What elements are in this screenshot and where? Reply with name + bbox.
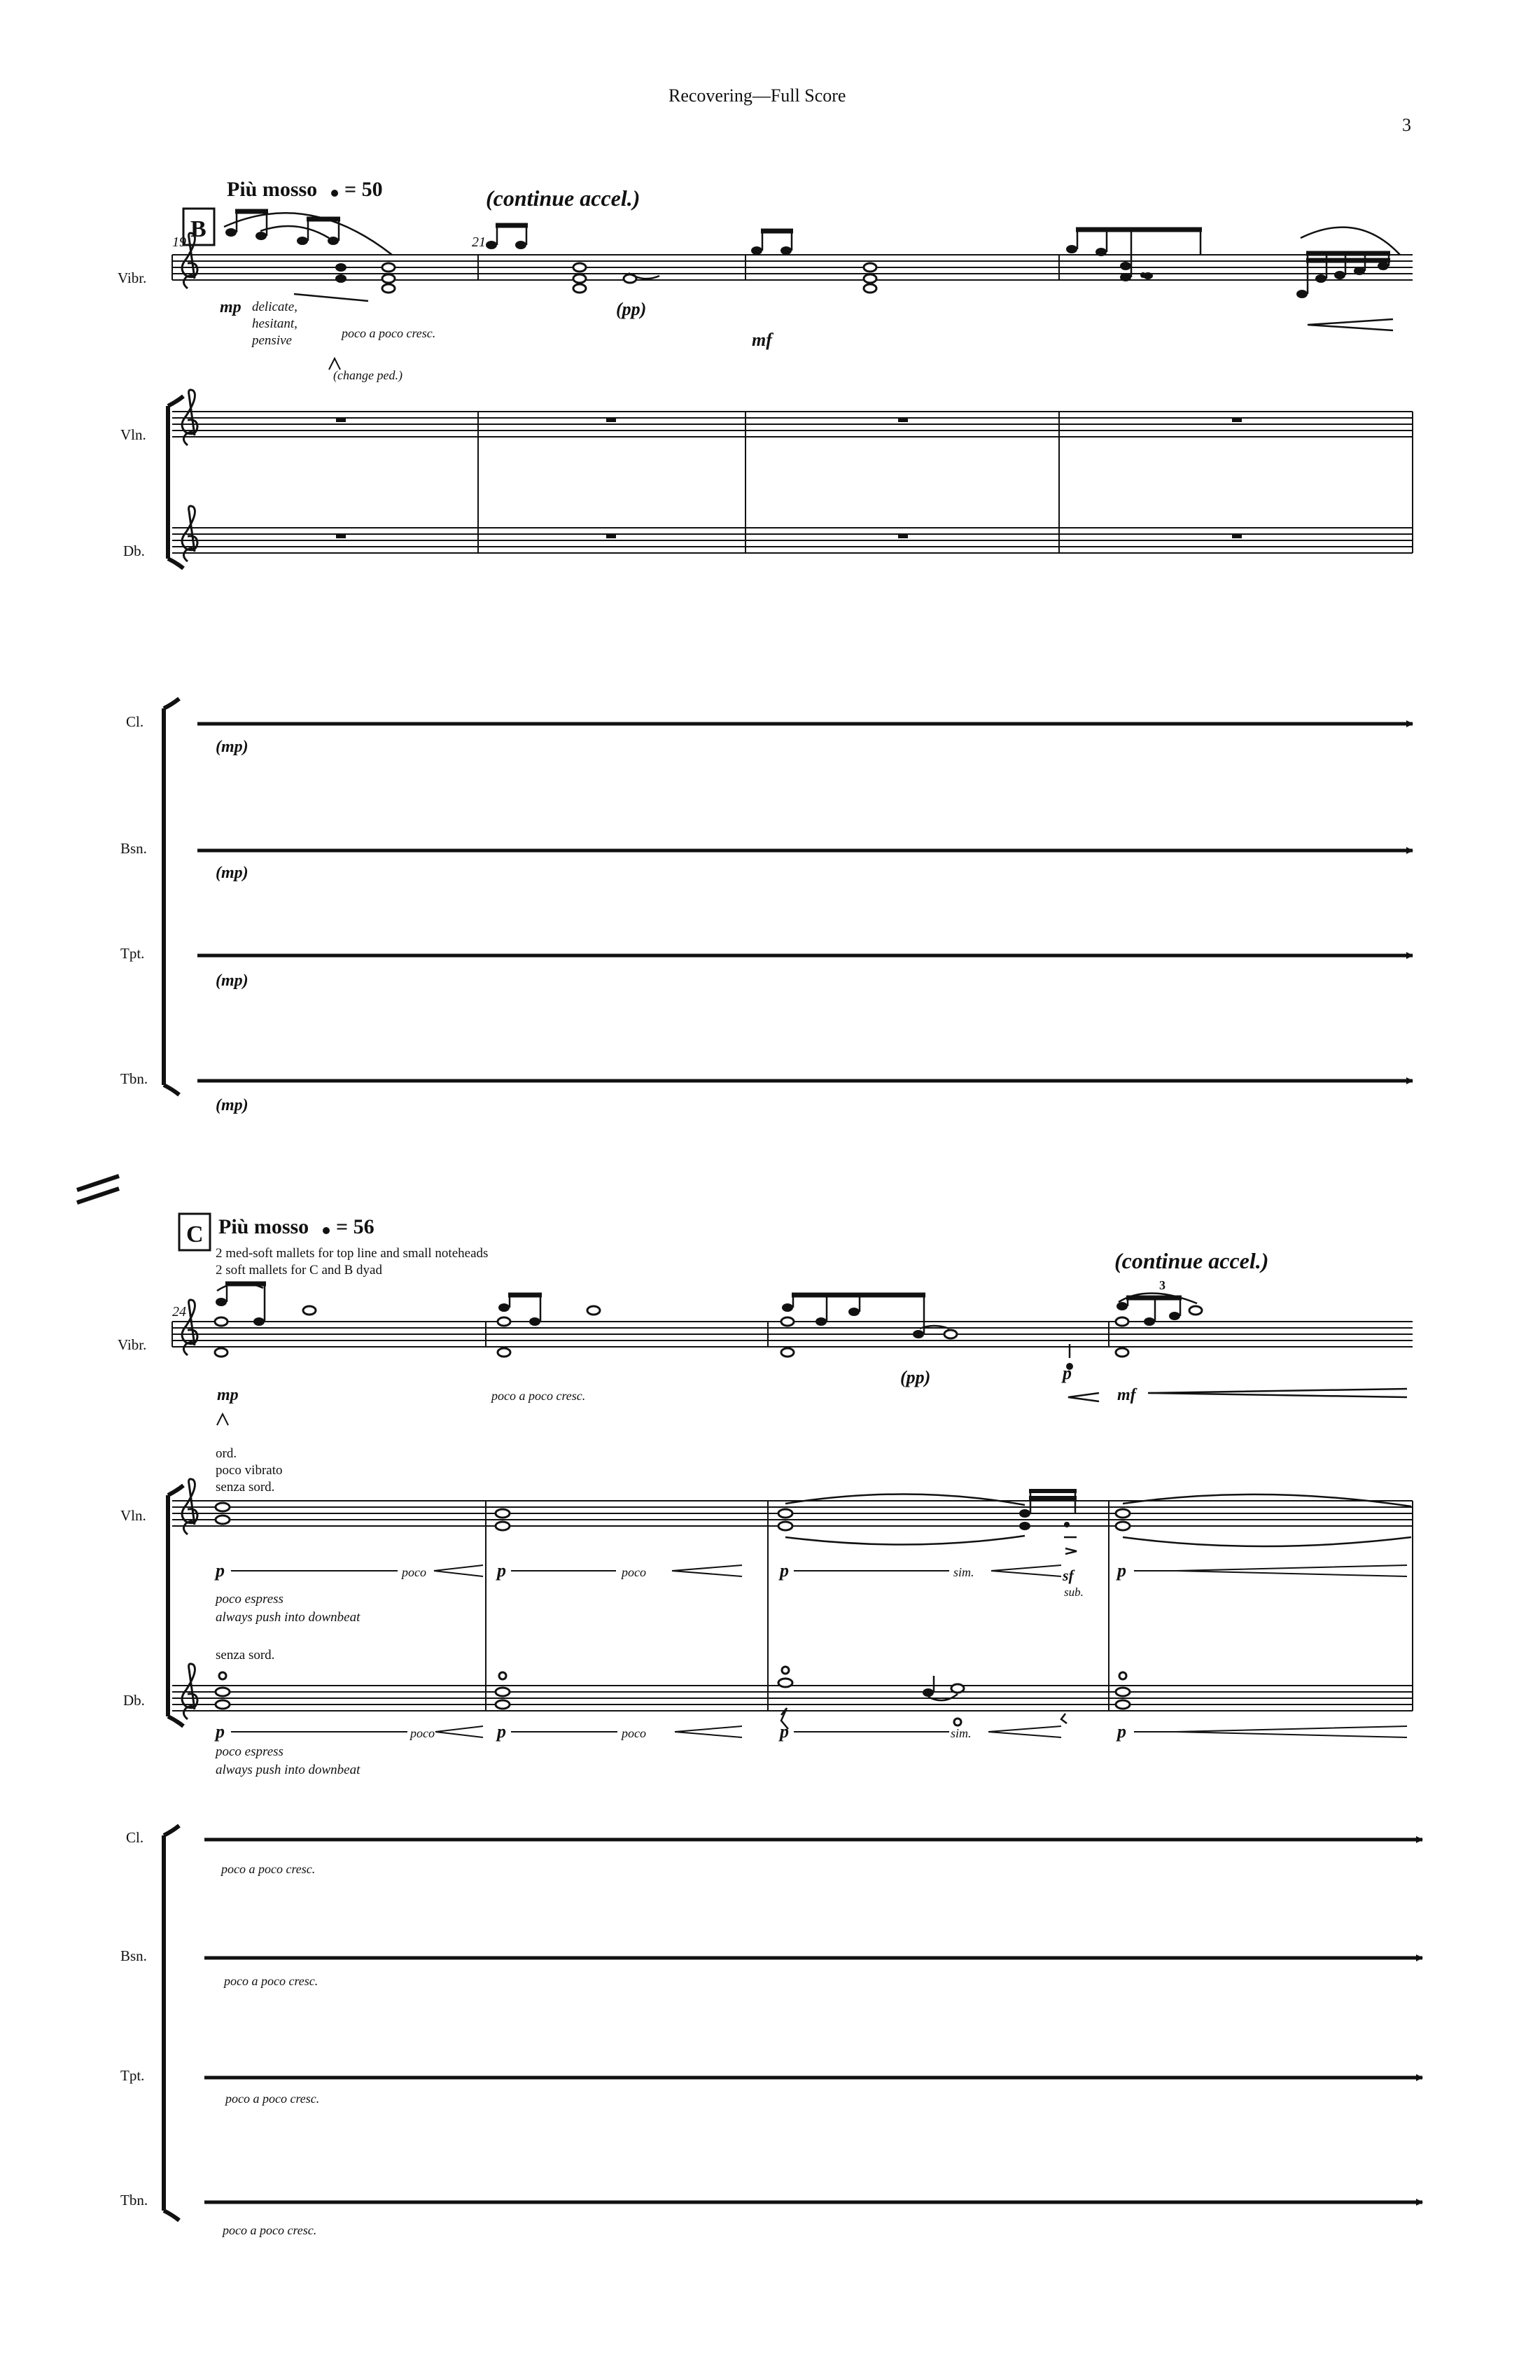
dynamic-mf: mf	[1117, 1386, 1136, 1404]
vibr-staff-b	[172, 255, 1413, 280]
vln-staff-b	[172, 412, 1413, 437]
instrument-label-tpt: Tpt.	[120, 945, 145, 962]
mallet-instruction: 2 soft mallets for C and B dyad	[216, 1263, 382, 1278]
instrument-label-tbn: Tbn.	[120, 2192, 148, 2208]
measure-number: 21	[472, 234, 486, 250]
dotted-half-note-icon	[323, 1227, 330, 1234]
score-title: Recovering—Full Score	[668, 85, 846, 106]
expression-text: delicate,	[252, 300, 298, 314]
tuplet-number: 3	[1159, 1278, 1166, 1292]
vibr-notes-b	[224, 210, 1400, 370]
instrument-label-tbn: Tbn.	[120, 1070, 148, 1087]
instrument-label-cl: Cl.	[126, 1829, 144, 1846]
instrument-label-vibr: Vibr.	[118, 1336, 147, 1353]
instrument-label-cl: Cl.	[126, 713, 144, 730]
whole-rest	[1232, 418, 1242, 422]
wind-dynamic: (mp)	[216, 972, 248, 990]
wind-bracket-c	[164, 1826, 179, 2220]
poco-text: poco	[622, 1565, 646, 1579]
wind-cresc-text: poco a poco cresc.	[224, 1974, 318, 1988]
wind-dynamic: (mp)	[216, 738, 248, 756]
dotted-half-note-icon	[331, 190, 338, 197]
rehearsal-mark-c: C	[186, 1222, 204, 1247]
wind-cresc-text: poco a poco cresc.	[223, 2223, 317, 2237]
tempo-value-c: = 56	[336, 1215, 374, 1238]
dynamic-p: p	[497, 1560, 506, 1581]
instrument-label-vln: Vln.	[120, 1507, 146, 1524]
dynamic-p: p	[216, 1721, 225, 1742]
dynamic-mp: mp	[217, 1386, 239, 1404]
continue-accel-b: (continue accel.)	[486, 186, 640, 211]
poco-text: poco	[622, 1726, 646, 1740]
whole-rest	[898, 534, 908, 538]
pedal-text: (change ped.)	[333, 368, 402, 382]
whole-rest	[1232, 534, 1242, 538]
vln-notes-c	[216, 1490, 1411, 1554]
playing-technique: poco vibrato	[216, 1463, 283, 1478]
dynamic-mp: mp	[220, 298, 241, 316]
sub-text: sub.	[1064, 1586, 1084, 1599]
db-staff-c	[172, 1686, 1413, 1711]
sim-text: sim.	[953, 1565, 974, 1579]
dynamic-sf: sf	[1063, 1567, 1074, 1584]
poco-text: poco	[410, 1726, 435, 1740]
instrument-label-vln: Vln.	[120, 426, 146, 443]
cresc-text: poco a poco cresc.	[342, 326, 436, 340]
wind-cresc-text: poco a poco cresc.	[225, 2092, 320, 2106]
dynamic-mf: mf	[752, 330, 772, 350]
tempo-text-b: Più mosso	[227, 178, 318, 201]
poco-text: poco	[402, 1565, 426, 1579]
wind-dynamic: (mp)	[216, 1096, 248, 1114]
cresc-text: poco a poco cresc.	[491, 1389, 586, 1403]
dynamic-p: p	[1117, 1721, 1126, 1742]
page-number: 3	[1402, 115, 1411, 135]
whole-rest	[606, 418, 616, 422]
continue-accel-c: (continue accel.)	[1114, 1248, 1269, 1273]
string-hairpins-c	[231, 1565, 1407, 1737]
playing-technique: senza sord.	[216, 1480, 275, 1494]
db-staff-b	[172, 528, 1413, 553]
sim-text: sim.	[951, 1726, 972, 1740]
expression-text: always push into downbeat	[216, 1610, 360, 1625]
instrument-label-vibr: Vibr.	[118, 270, 147, 286]
tempo-value-b: = 50	[344, 178, 383, 201]
whole-rest	[606, 534, 616, 538]
system-separator	[77, 1176, 119, 1203]
rehearsal-mark-b: B	[190, 216, 206, 242]
playing-technique: senza sord.	[216, 1648, 275, 1662]
instrument-label-bsn: Bsn.	[120, 840, 147, 857]
expression-text: poco espress	[216, 1744, 284, 1759]
instrument-label-bsn: Bsn.	[120, 1947, 147, 1964]
string-bracket-c	[168, 1485, 183, 1726]
tempo-text-c: Più mosso	[218, 1215, 309, 1238]
mallet-instruction: 2 med-soft mallets for top line and small noteheads	[216, 1246, 489, 1261]
measure-number: 19	[172, 234, 186, 250]
expression-text: always push into downbeat	[216, 1763, 360, 1777]
system-c	[164, 1214, 1422, 2220]
whole-rest	[336, 418, 346, 422]
dynamic-p: p	[1117, 1560, 1126, 1581]
instrument-label-db: Db.	[123, 1692, 145, 1709]
wind-bracket-b	[164, 699, 179, 1095]
dynamic-p: p	[780, 1721, 789, 1742]
dynamic-p: p	[497, 1721, 506, 1742]
wind-cresc-text: poco a poco cresc.	[221, 1862, 316, 1876]
expression-text: pensive	[252, 333, 292, 348]
dynamic-pp: (pp)	[616, 299, 647, 319]
dynamic-p: p	[1063, 1363, 1072, 1383]
expression-text: hesitant,	[252, 316, 298, 331]
playing-technique: ord.	[216, 1446, 237, 1461]
vibr-notes-c	[215, 1282, 1407, 1425]
instrument-label-db: Db.	[123, 542, 145, 559]
measure-number: 24	[172, 1304, 186, 1320]
instrument-label-tpt: Tpt.	[120, 2067, 145, 2084]
dynamic-pp: (pp)	[900, 1367, 931, 1387]
system-b	[164, 209, 1413, 1095]
whole-rest	[898, 418, 908, 422]
dynamic-p: p	[780, 1560, 789, 1581]
dynamic-p: p	[216, 1560, 225, 1581]
whole-rest	[336, 534, 346, 538]
wind-dynamic: (mp)	[216, 864, 248, 882]
expression-text: poco espress	[216, 1592, 284, 1606]
